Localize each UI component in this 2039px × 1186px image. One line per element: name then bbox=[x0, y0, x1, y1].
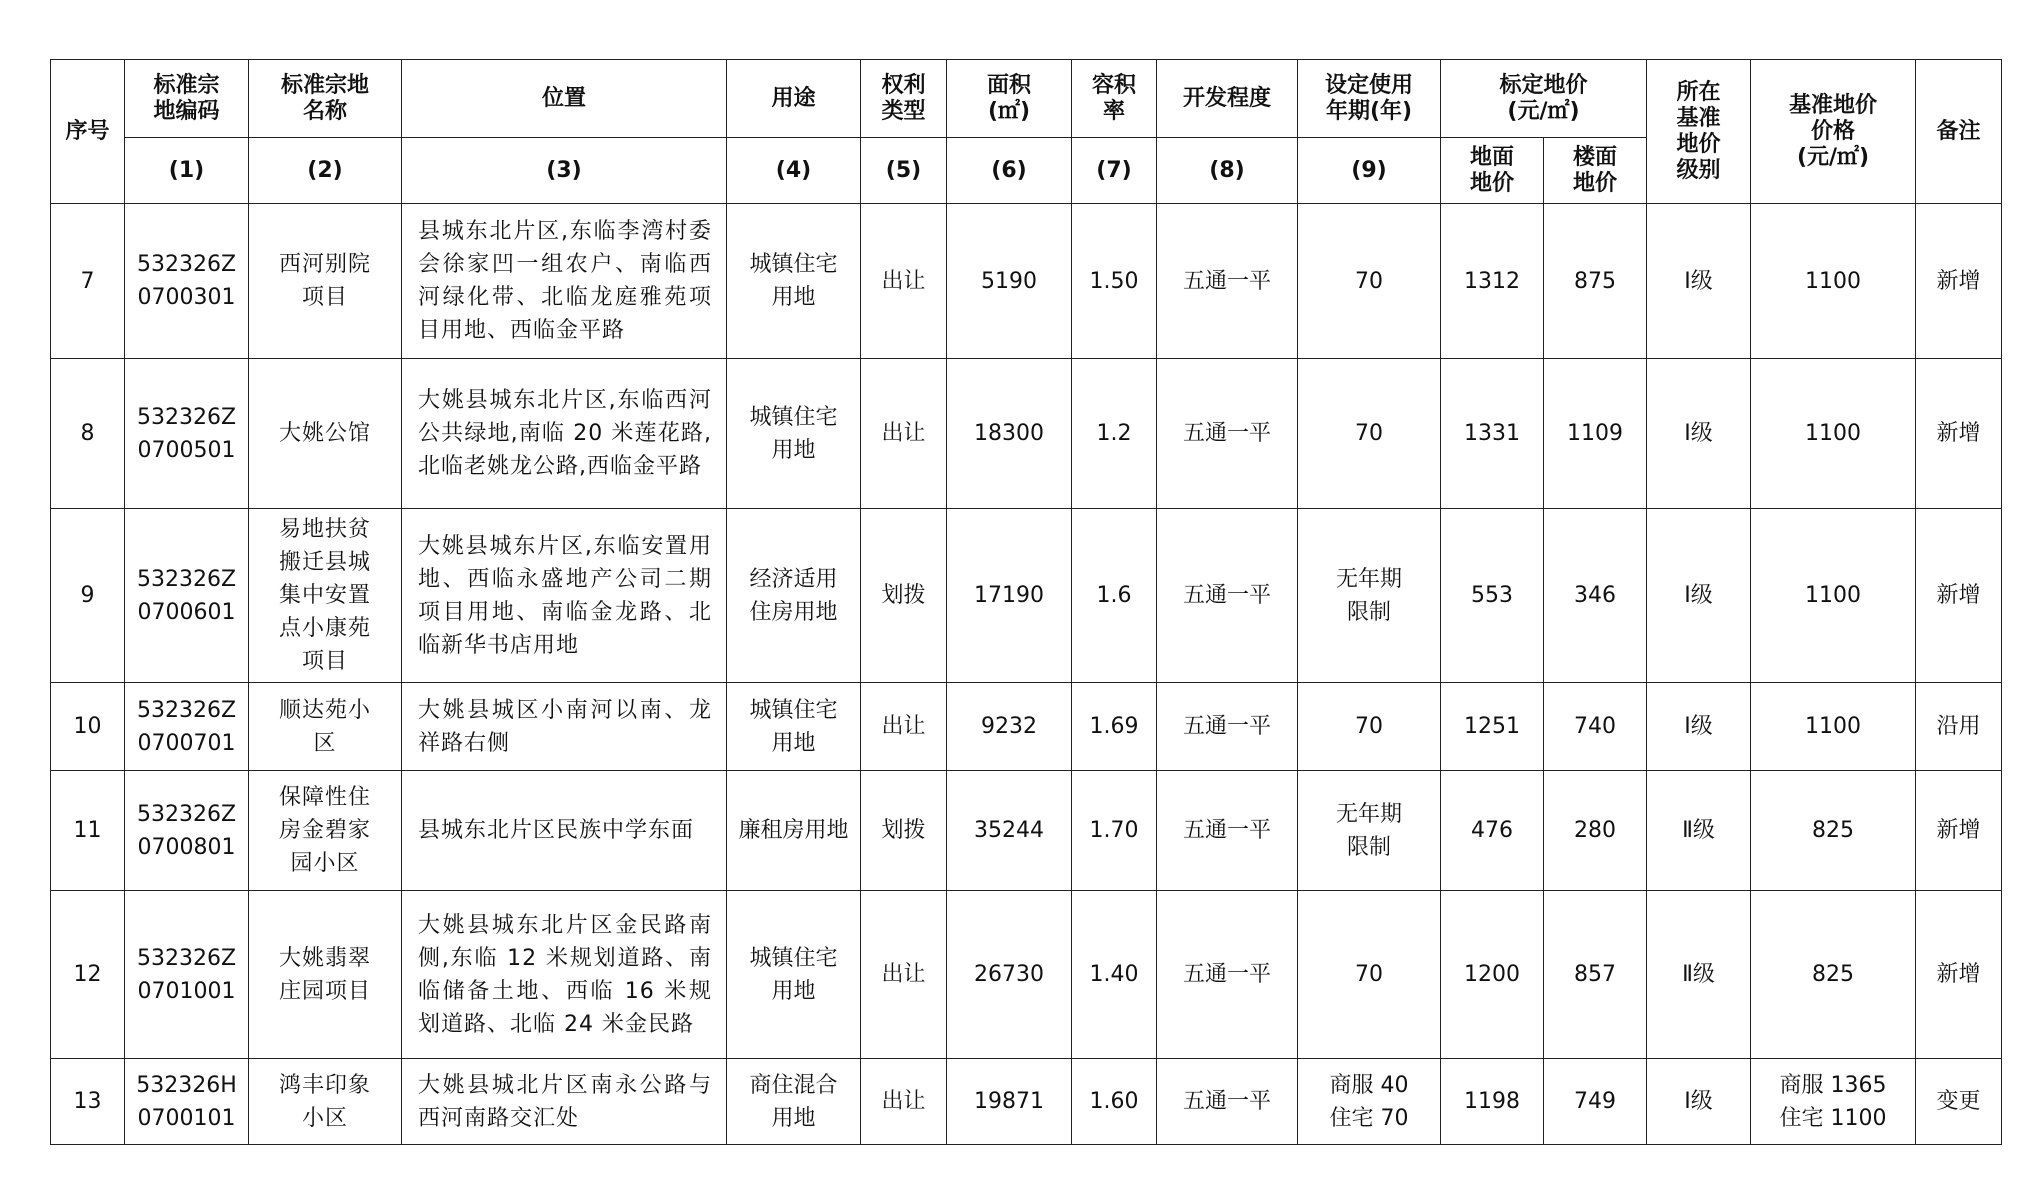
row-area: 35244 bbox=[947, 771, 1072, 891]
header-dev-level: 开发程度 bbox=[1157, 60, 1298, 138]
row-location: 大姚县城北片区南永公路与西河南路交汇处 bbox=[402, 1059, 727, 1145]
row-term: 无年期 限制 bbox=[1298, 509, 1441, 683]
row-base-price: 1100 bbox=[1751, 359, 1916, 509]
row-name: 保障性住房金碧家园小区 bbox=[249, 771, 402, 891]
row-area: 19871 bbox=[947, 1059, 1072, 1145]
header-idx-2: (2) bbox=[249, 138, 402, 204]
row-grade: Ⅰ级 bbox=[1647, 509, 1751, 683]
header-far: 容积 率 bbox=[1072, 60, 1157, 138]
table-row bbox=[51, 509, 2002, 683]
row-grade: Ⅰ级 bbox=[1647, 204, 1751, 359]
row-land-price: 553 bbox=[1441, 509, 1544, 683]
row-seq: 11 bbox=[51, 771, 125, 891]
row-term: 70 bbox=[1298, 204, 1441, 359]
row-term: 70 bbox=[1298, 359, 1441, 509]
row-right-type: 出让 bbox=[861, 359, 947, 509]
row-code: 532326Z 0700801 bbox=[125, 771, 249, 891]
table-row bbox=[51, 359, 2002, 509]
header-grade: 所在 基准 地价 级别 bbox=[1647, 60, 1751, 204]
row-dev-level: 五通一平 bbox=[1157, 509, 1298, 683]
row-seq: 12 bbox=[51, 891, 125, 1059]
row-land-price: 1312 bbox=[1441, 204, 1544, 359]
header-code: 标准宗 地编码 bbox=[125, 60, 249, 138]
row-floor-price: 740 bbox=[1544, 683, 1647, 771]
row-location: 大姚县城区小南河以南、龙祥路右侧 bbox=[402, 683, 727, 771]
row-code: 532326Z 0700501 bbox=[125, 359, 249, 509]
header-idx-8: (8) bbox=[1157, 138, 1298, 204]
row-usage: 城镇住宅 用地 bbox=[727, 359, 861, 509]
row-location: 县城东北片区民族中学东面 bbox=[402, 771, 727, 891]
row-area: 18300 bbox=[947, 359, 1072, 509]
row-code: 532326Z 0700301 bbox=[125, 204, 249, 359]
header-remark: 备注 bbox=[1916, 60, 2002, 204]
row-base-price: 825 bbox=[1751, 891, 1916, 1059]
row-right-type: 划拨 bbox=[861, 771, 947, 891]
row-right-type: 出让 bbox=[861, 204, 947, 359]
row-remark: 沿用 bbox=[1916, 683, 2002, 771]
table-row bbox=[51, 204, 2002, 359]
header-usage: 用途 bbox=[727, 60, 861, 138]
row-area: 9232 bbox=[947, 683, 1072, 771]
row-usage: 城镇住宅 用地 bbox=[727, 204, 861, 359]
row-name: 鸿丰印象小区 bbox=[249, 1059, 402, 1145]
row-base-price: 1100 bbox=[1751, 509, 1916, 683]
row-base-price: 1100 bbox=[1751, 683, 1916, 771]
row-land-price: 1331 bbox=[1441, 359, 1544, 509]
row-dev-level: 五通一平 bbox=[1157, 683, 1298, 771]
row-code: 532326Z 0700701 bbox=[125, 683, 249, 771]
header-idx-6: (6) bbox=[947, 138, 1072, 204]
row-name: 大姚公馆 bbox=[249, 359, 402, 509]
row-dev-level: 五通一平 bbox=[1157, 1059, 1298, 1145]
row-usage: 城镇住宅 用地 bbox=[727, 683, 861, 771]
row-remark: 新增 bbox=[1916, 204, 2002, 359]
row-term: 70 bbox=[1298, 683, 1441, 771]
row-right-type: 出让 bbox=[861, 891, 947, 1059]
row-base-price: 1100 bbox=[1751, 204, 1916, 359]
row-name: 西河别院 项目 bbox=[249, 204, 402, 359]
row-dev-level: 五通一平 bbox=[1157, 771, 1298, 891]
row-far: 1.50 bbox=[1072, 204, 1157, 359]
row-remark: 新增 bbox=[1916, 771, 2002, 891]
row-code: 532326Z 0700601 bbox=[125, 509, 249, 683]
row-dev-level: 五通一平 bbox=[1157, 359, 1298, 509]
row-far: 1.40 bbox=[1072, 891, 1157, 1059]
row-location: 县城东北片区,东临李湾村委会徐家凹一组农户、南临西河绿化带、北临龙庭雅苑项目用地、西临金平路 bbox=[402, 204, 727, 359]
row-term: 商服 40 住宅 70 bbox=[1298, 1059, 1441, 1145]
header-floor-price: 楼面 地价 bbox=[1544, 138, 1647, 204]
row-name: 顺达苑小区 bbox=[249, 683, 402, 771]
row-grade: Ⅱ级 bbox=[1647, 771, 1751, 891]
row-term: 无年期 限制 bbox=[1298, 771, 1441, 891]
table-header bbox=[51, 60, 2002, 204]
row-location: 大姚县城东北片区金民路南侧,东临 12 米规划道路、南临储备土地、西临 16 米规划道路、北临 24 米金民路 bbox=[402, 891, 727, 1059]
row-land-price: 476 bbox=[1441, 771, 1544, 891]
header-location: 位置 bbox=[402, 60, 727, 138]
row-area: 26730 bbox=[947, 891, 1072, 1059]
row-usage: 经济适用 住房用地 bbox=[727, 509, 861, 683]
table-body bbox=[51, 204, 2002, 1145]
row-remark: 变更 bbox=[1916, 1059, 2002, 1145]
header-price-group: 标定地价 (元/㎡) bbox=[1441, 60, 1647, 138]
row-land-price: 1198 bbox=[1441, 1059, 1544, 1145]
land-price-table bbox=[50, 59, 2002, 1145]
row-location: 大姚县城东北片区,东临西河公共绿地,南临 20 米莲花路,北临老姚龙公路,西临金平路 bbox=[402, 359, 727, 509]
row-land-price: 1251 bbox=[1441, 683, 1544, 771]
row-right-type: 出让 bbox=[861, 683, 947, 771]
row-floor-price: 346 bbox=[1544, 509, 1647, 683]
header-seq: 序号 bbox=[51, 60, 125, 204]
row-floor-price: 857 bbox=[1544, 891, 1647, 1059]
row-remark: 新增 bbox=[1916, 359, 2002, 509]
table-row bbox=[51, 891, 2002, 1059]
header-base-price: 基准地价 价格 (元/㎡) bbox=[1751, 60, 1916, 204]
row-dev-level: 五通一平 bbox=[1157, 204, 1298, 359]
header-idx-3: (3) bbox=[402, 138, 727, 204]
row-floor-price: 1109 bbox=[1544, 359, 1647, 509]
table-row bbox=[51, 771, 2002, 891]
row-seq: 7 bbox=[51, 204, 125, 359]
row-base-price: 825 bbox=[1751, 771, 1916, 891]
header-area: 面积 (㎡) bbox=[947, 60, 1072, 138]
header-right-type: 权利 类型 bbox=[861, 60, 947, 138]
row-code: 532326H 0700101 bbox=[125, 1059, 249, 1145]
row-far: 1.60 bbox=[1072, 1059, 1157, 1145]
row-floor-price: 280 bbox=[1544, 771, 1647, 891]
row-seq: 10 bbox=[51, 683, 125, 771]
header-idx-7: (7) bbox=[1072, 138, 1157, 204]
header-idx-1: (1) bbox=[125, 138, 249, 204]
row-seq: 8 bbox=[51, 359, 125, 509]
row-area: 5190 bbox=[947, 204, 1072, 359]
row-seq: 9 bbox=[51, 509, 125, 683]
row-usage: 城镇住宅 用地 bbox=[727, 891, 861, 1059]
table-row bbox=[51, 683, 2002, 771]
header-land-price: 地面 地价 bbox=[1441, 138, 1544, 204]
header-idx-4: (4) bbox=[727, 138, 861, 204]
row-grade: Ⅰ级 bbox=[1647, 683, 1751, 771]
header-idx-9: (9) bbox=[1298, 138, 1441, 204]
row-right-type: 划拨 bbox=[861, 509, 947, 683]
row-floor-price: 875 bbox=[1544, 204, 1647, 359]
row-code: 532326Z 0701001 bbox=[125, 891, 249, 1059]
row-dev-level: 五通一平 bbox=[1157, 891, 1298, 1059]
row-remark: 新增 bbox=[1916, 509, 2002, 683]
row-usage: 商住混合 用地 bbox=[727, 1059, 861, 1145]
row-grade: Ⅰ级 bbox=[1647, 359, 1751, 509]
header-term: 设定使用 年期(年) bbox=[1298, 60, 1441, 138]
row-remark: 新增 bbox=[1916, 891, 2002, 1059]
row-name: 易地扶贫搬迁县城集中安置点小康苑项目 bbox=[249, 509, 402, 683]
row-location: 大姚县城东片区,东临安置用地、西临永盛地产公司二期项目用地、南临金龙路、北临新华书店用地 bbox=[402, 509, 727, 683]
row-area: 17190 bbox=[947, 509, 1072, 683]
row-seq: 13 bbox=[51, 1059, 125, 1145]
row-grade: Ⅱ级 bbox=[1647, 891, 1751, 1059]
row-right-type: 出让 bbox=[861, 1059, 947, 1145]
row-far: 1.69 bbox=[1072, 683, 1157, 771]
header-idx-5: (5) bbox=[861, 138, 947, 204]
header-name: 标准宗地 名称 bbox=[249, 60, 402, 138]
row-land-price: 1200 bbox=[1441, 891, 1544, 1059]
row-far: 1.6 bbox=[1072, 509, 1157, 683]
row-far: 1.70 bbox=[1072, 771, 1157, 891]
row-far: 1.2 bbox=[1072, 359, 1157, 509]
row-name: 大姚翡翠庄园项目 bbox=[249, 891, 402, 1059]
row-term: 70 bbox=[1298, 891, 1441, 1059]
row-base-price: 商服 1365 住宅 1100 bbox=[1751, 1059, 1916, 1145]
table-row bbox=[51, 1059, 2002, 1145]
row-grade: Ⅰ级 bbox=[1647, 1059, 1751, 1145]
row-usage: 廉租房用地 bbox=[727, 771, 861, 891]
row-floor-price: 749 bbox=[1544, 1059, 1647, 1145]
